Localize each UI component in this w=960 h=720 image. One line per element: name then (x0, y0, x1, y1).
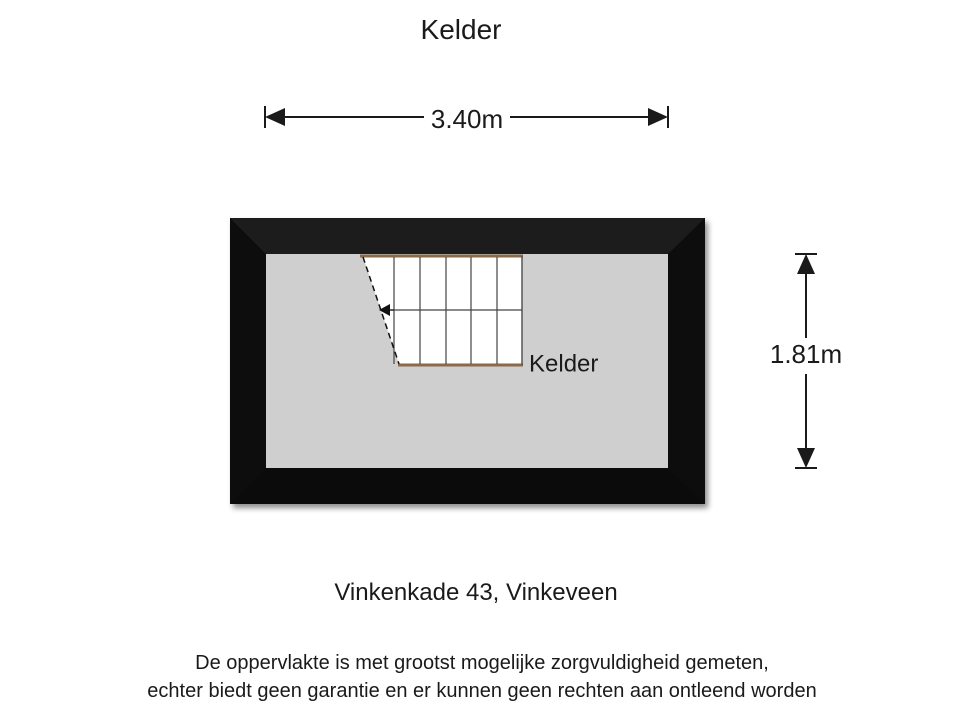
disclaimer-line: De oppervlakte is met grootst mogelijke zorgvuldigheid gemeten, (195, 652, 769, 674)
depth-dimension-label: 1.81m (769, 338, 843, 369)
address: Vinkenkade 43, Vinkeveen (334, 579, 618, 606)
disclaimer (0, 649, 960, 705)
wall-bevel-top (230, 218, 705, 254)
arrow-down-icon (797, 448, 815, 468)
room-label: Kelder (529, 350, 599, 378)
arrow-left-icon (265, 108, 285, 126)
arrow-up-icon (797, 254, 815, 274)
width-dimension (265, 104, 668, 134)
width-dimension-label: 3.40m (430, 103, 504, 134)
arrow-right-icon (648, 108, 668, 126)
depth-dimension (770, 254, 842, 468)
disclaimer-line: echter biedt geen garantie en er kunnen geen rechten aan ontleend worden (147, 680, 817, 702)
wall-bevel-bottom (230, 468, 705, 504)
floor-title: Kelder (420, 14, 502, 45)
